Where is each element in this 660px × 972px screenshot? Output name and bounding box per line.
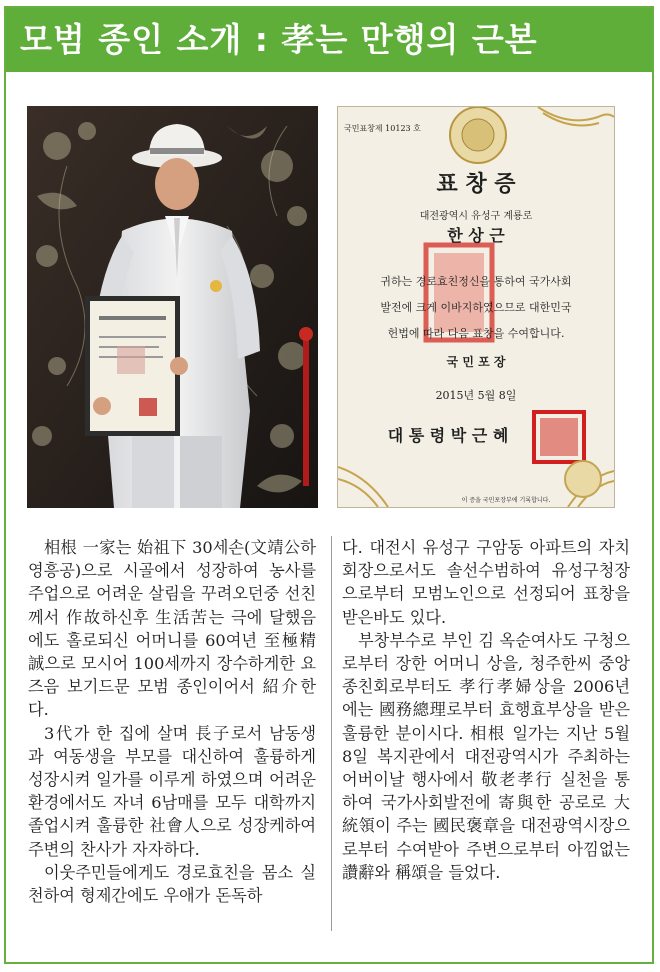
certificate-number: 국민표창제 10123 호 — [344, 124, 421, 133]
page-title: 모범 종인 소개 : 孝는 만행의 근본 — [6, 8, 652, 72]
column-divider — [331, 536, 332, 931]
certificate-date: 2015년 5월 8일 — [435, 389, 517, 402]
certificate-body-line3: 헌법에 따라 다음 표창을 수여합니다. — [387, 327, 565, 340]
article-column-left — [28, 536, 316, 907]
certificate-address: 대전광역시 유성구 계룡로 — [419, 211, 533, 222]
certificate-title: 표 창 증 — [436, 171, 516, 197]
article-column-right — [342, 536, 630, 884]
certificate-recipient: 한 상 근 — [447, 226, 505, 245]
article-paragraph: 이웃주민들에게도 경로효친을 몸소 실천하여 형제간에도 우애가 돈독하 — [28, 862, 316, 906]
certificate-body-line1: 귀하는 경로효친정신을 통하여 국가사회 — [380, 275, 572, 288]
certificate-photo — [337, 106, 615, 508]
certificate-body-line2: 발전에 크게 이바지하였으므로 대한민국 — [380, 301, 572, 314]
certificate-award: 국 민 포 장 — [446, 355, 506, 369]
article-paragraph: 부창부수로 부인 김 옥순여사도 구청으로부터 장한 어머니 상을, 청주한씨 중앙종친회로부터도 孝行孝婦상을 2006년에는 國務總理로부터 효행효부상을 받은 훌륭한 분이시다. 相根 일가는 지난 5월 8일 복지관에서 대전광역시가 주최하는 어버이날 행사에서 敬老孝行 실천을 통하여 국가사회발전에 寄與한 공로로 大統領이 주는 國民褒章을 대전광역시장으로부터 수여받아 주변으로부터 아낌없는 讚辭와 稱頌을 들었다. — [342, 630, 630, 882]
article-paragraph: 相根 一家는 始祖下 30세손(文靖公하 영흥공)으로 시골에서 성장하여 농사를 주업으로 어려운 살림을 꾸려오던중 선친께서 作故하신후 生活苦는 극에 달했음에도 홀로되신 어머니를 60여년 至極精誠으로 모시어 100세까지 장수하게한 요즈음 보기드문 모범 종인이어서 紹介한다. — [28, 538, 316, 720]
portrait-illustration — [27, 106, 318, 508]
certificate-footer: 이 증을 국민포장부에 기록합니다. — [461, 497, 551, 504]
article-paragraph: 다. 대전시 유성구 구암동 아파트의 자치회장으로서도 솔선수범하여 유성구청장으로부터 모범노인으로 선정되어 표창을 받은바도 있다. — [342, 538, 630, 627]
article-body — [28, 536, 636, 936]
certificate-issuer: 대 통 령 박 근 혜 — [387, 426, 509, 445]
portrait-photo — [27, 106, 318, 508]
article-paragraph: 3代가 한 집에 살며 長子로서 남동생과 여동생을 부모를 대신하여 훌륭하게 성장시켜 일가를 이루게 하였으며 어려운 환경에서도 자녀 6남매를 모두 대학까지 졸업시켜 훌륭한 社會人으로 성장케하여 주변의 찬사가 자자하다. — [28, 723, 316, 859]
article-frame — [4, 6, 654, 964]
